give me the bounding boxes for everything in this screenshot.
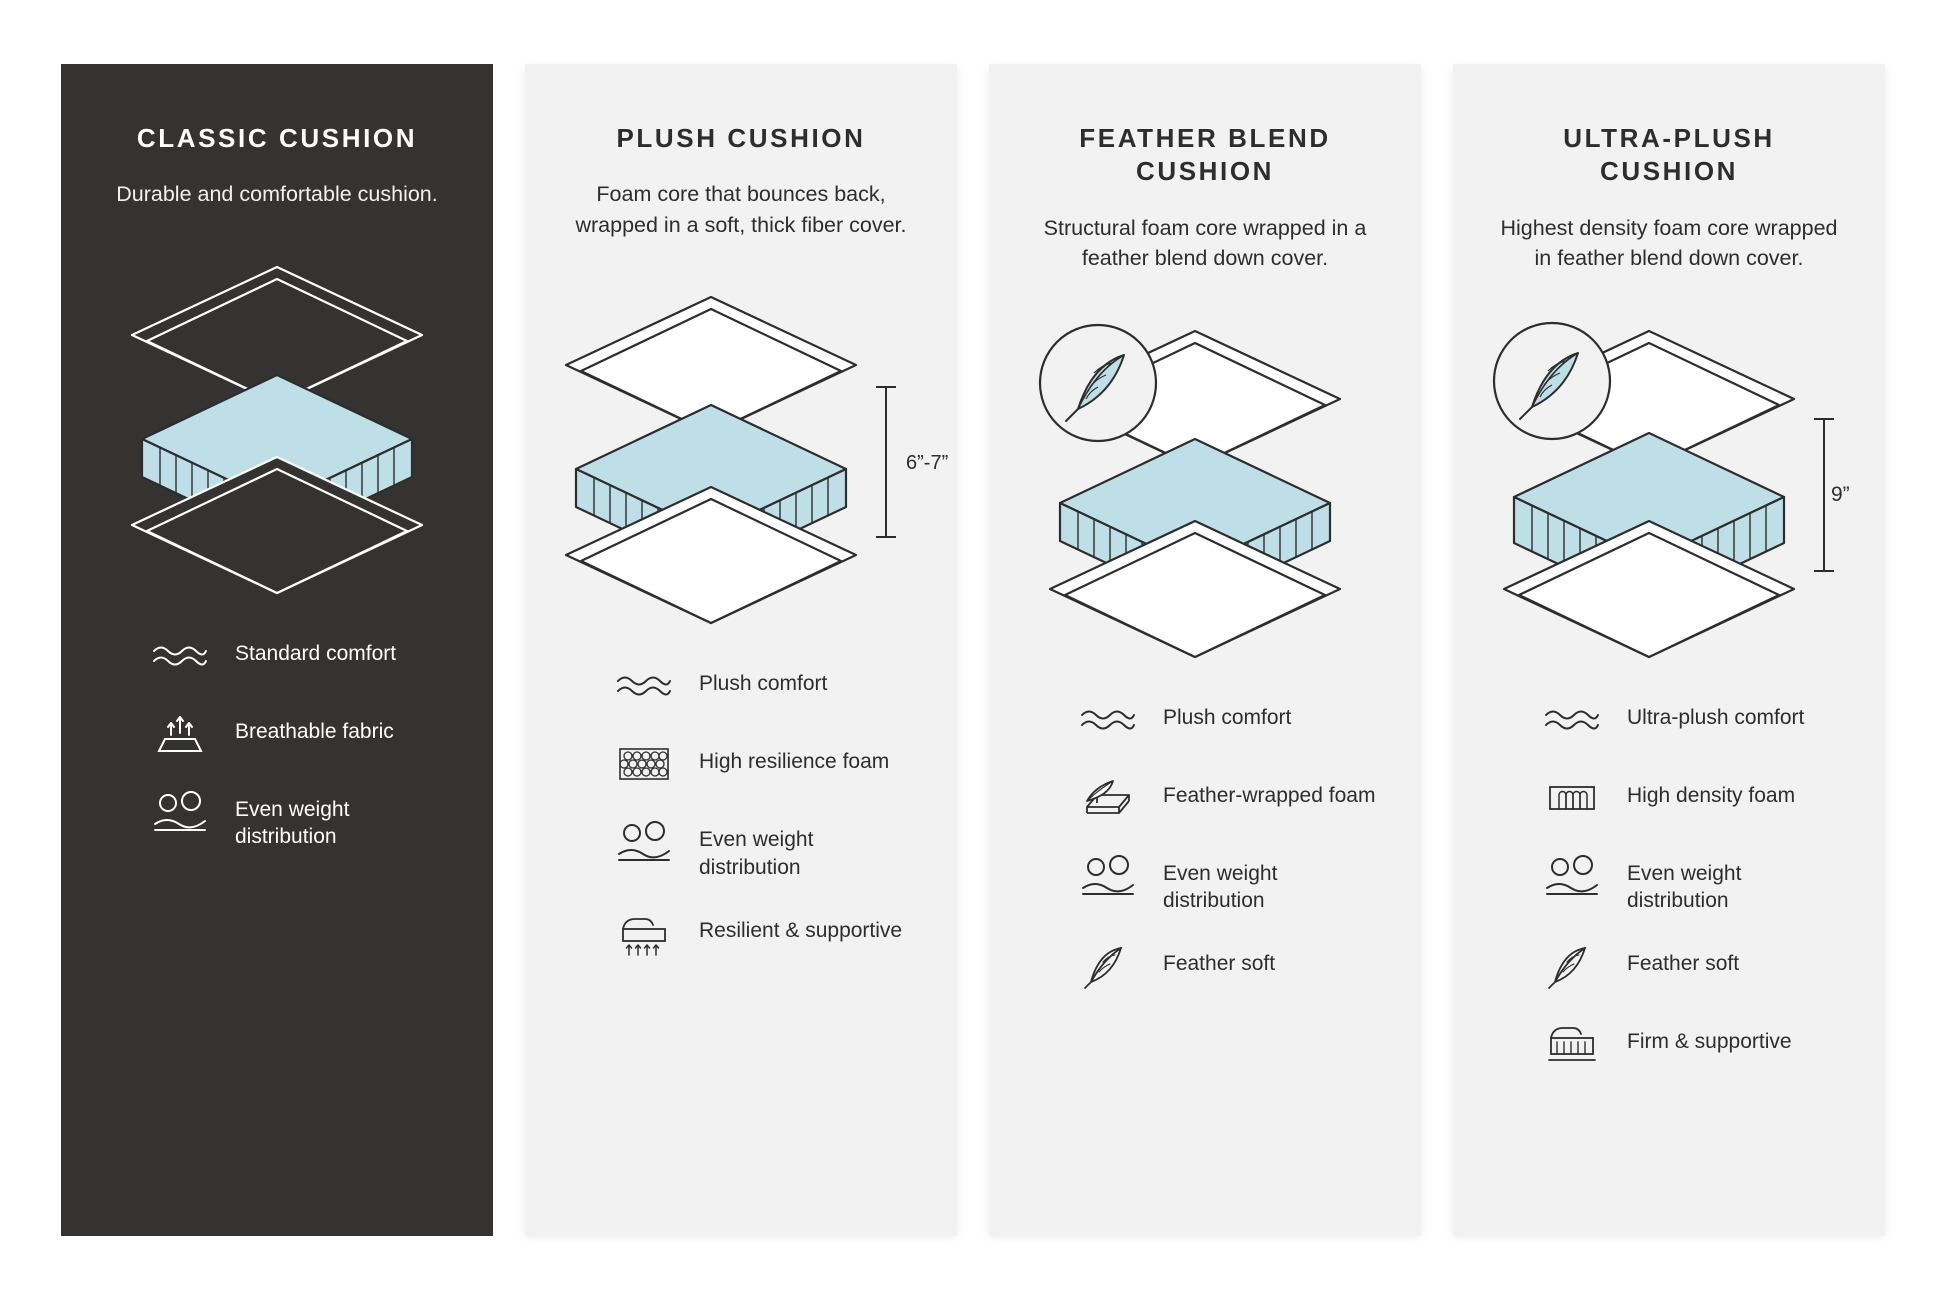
feature-label: Breathable fabric [235, 719, 394, 743]
card-description: Durable and comfortable cushion. [116, 182, 438, 207]
resilient-support-icon [613, 907, 675, 959]
cushion-exploded-diagram [1031, 296, 1379, 676]
list-item [613, 738, 915, 790]
card-description: Highest density foam core wrapped in feather blend down cover. [1500, 215, 1838, 271]
feature-label: Feather-wrapped foam [1163, 783, 1376, 807]
list-item [149, 708, 451, 760]
feather-icon [1541, 940, 1603, 992]
feature-label: Resilient & supportive [699, 918, 903, 942]
feature-label: Firm & supportive [1627, 1030, 1792, 1054]
list-item [1077, 940, 1379, 992]
measurement-label: 6”-7” [906, 452, 949, 475]
list-item [1541, 940, 1843, 992]
cushion-exploded-diagram [103, 232, 451, 612]
feather-wrapped-foam-icon [1077, 772, 1139, 824]
leaf-badge-icon [1494, 323, 1610, 439]
cushion-exploded-diagram [1495, 296, 1850, 676]
list-item [613, 660, 915, 712]
feature-label: Feather soft [1163, 952, 1276, 976]
wave-comfort-icon [1077, 694, 1139, 746]
list-item [1541, 850, 1843, 915]
leaf-badge-icon [1040, 325, 1156, 441]
dimension-line [876, 387, 896, 537]
feature-label: High resilience foam [699, 750, 890, 774]
list-item [613, 816, 915, 881]
feature-list [567, 660, 915, 959]
page-title: FEATHER BLEND CUSHION [1079, 123, 1331, 187]
list-item [1541, 1018, 1843, 1070]
card-classic-cushion [61, 64, 493, 1236]
feature-label: High density foam [1627, 783, 1796, 807]
card-feather-blend-cushion [989, 64, 1421, 1236]
even-weight-distribution-icon [149, 786, 211, 838]
card-description: Foam core that bounces back, wrapped in a soft, thick fiber cover. [575, 182, 907, 237]
firm-support-icon [1541, 1018, 1603, 1070]
feature-label: Even weight distribution [1627, 861, 1742, 912]
even-weight-distribution-icon [613, 816, 675, 868]
list-item [149, 630, 451, 682]
card-plush-cushion [525, 64, 957, 1236]
feature-label: Even weight distribution [235, 797, 350, 849]
cushion-exploded-diagram [567, 262, 949, 642]
list-item [613, 907, 915, 959]
wave-comfort-icon [613, 660, 675, 712]
feature-label: Plush comfort [699, 672, 828, 696]
measurement-label: 9” [1831, 482, 1850, 506]
list-item [1541, 694, 1843, 746]
wave-comfort-icon [149, 630, 211, 682]
list-item [1077, 694, 1379, 746]
feature-label: Feather soft [1627, 952, 1740, 976]
page-title: CLASSIC CUSHION [136, 123, 418, 153]
high-density-foam-icon [1541, 772, 1603, 824]
page-title: PLUSH CUSHION [616, 123, 866, 153]
breathable-fabric-icon [149, 708, 211, 760]
card-description: Structural foam core wrapped in a feather blend down cover. [1043, 215, 1367, 271]
page-title: ULTRA-PLUSH CUSHION [1563, 123, 1775, 187]
feature-list [1495, 694, 1843, 1071]
feature-list [1031, 694, 1379, 993]
list-item [1077, 772, 1379, 824]
even-weight-distribution-icon [1541, 850, 1603, 902]
feature-label: Even weight distribution [1163, 861, 1278, 912]
list-item [1077, 850, 1379, 915]
feature-label: Ultra-plush comfort [1627, 705, 1805, 729]
feather-icon [1077, 940, 1139, 992]
even-weight-distribution-icon [1077, 850, 1139, 902]
honeycomb-foam-icon [613, 738, 675, 790]
card-ultra-plush-cushion [1453, 64, 1885, 1236]
feature-label: Plush comfort [1163, 705, 1292, 729]
wave-comfort-icon [1541, 694, 1603, 746]
list-item [149, 786, 451, 851]
feature-list [103, 630, 451, 851]
feature-label: Standard comfort [235, 641, 397, 665]
list-item [1541, 772, 1843, 824]
feature-label: Even weight distribution [699, 828, 814, 879]
